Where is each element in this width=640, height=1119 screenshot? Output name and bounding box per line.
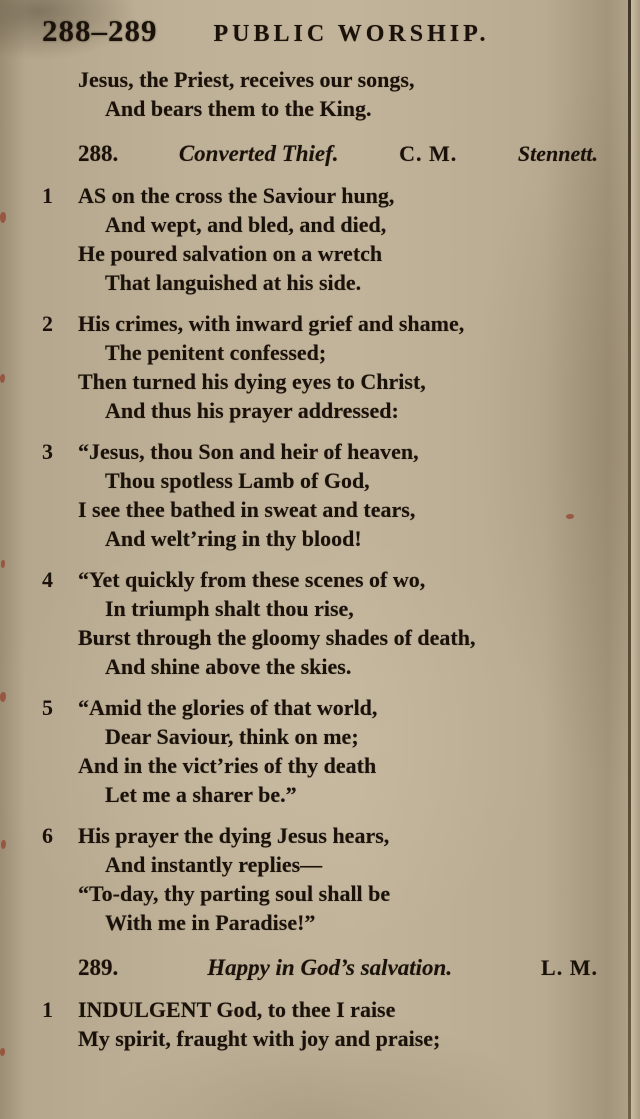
hymn-heading <box>40 955 606 981</box>
hymn-number: 288. <box>78 141 119 166</box>
verse-line: And bears them to the King. <box>105 96 372 121</box>
verse-line: And thus his prayer addressed: <box>105 398 399 423</box>
hymn-content <box>0 49 640 1053</box>
verse-line: Dear Saviour, think on me; <box>105 724 359 749</box>
verse-line: Then turned his dying eyes to Christ, <box>78 369 426 394</box>
verse-line: Let me a sharer be.” <box>105 782 297 807</box>
verse-number: 2 <box>42 311 53 336</box>
page-header <box>0 0 640 49</box>
running-title: PUBLIC WORSHIP. <box>213 21 490 47</box>
hymn-title: Converted Thief. <box>178 141 339 166</box>
verse-line: And instantly replies— <box>105 852 323 877</box>
stanza <box>40 995 606 1053</box>
stanza <box>40 565 606 681</box>
verse-number: 4 <box>42 567 53 592</box>
hymn-meter: L. M. <box>541 955 598 980</box>
verse-line: With me in Paradise!” <box>105 910 316 935</box>
verse-line: Thou spotless Lamb of God, <box>105 468 370 493</box>
verse-line: “Yet quickly from these scenes of wo, <box>78 567 426 592</box>
page-edge-line <box>628 0 631 1119</box>
hymn-title: Happy in God’s salvation. <box>207 955 453 980</box>
verse-line: And wept, and bled, and died, <box>105 212 387 237</box>
verse-line: AS on the cross the Saviour hung, <box>78 183 395 208</box>
stanza <box>40 437 606 553</box>
hymn-meter: C. M. <box>399 141 458 166</box>
verse-line: “Amid the glories of that world, <box>78 695 378 720</box>
paper-speck <box>0 1048 5 1056</box>
hymn-number: 289. <box>78 955 119 980</box>
stanza <box>40 693 606 809</box>
verse-line: His crimes, with inward grief and shame, <box>78 311 465 336</box>
verse-line: The penitent confessed; <box>105 340 327 365</box>
page-edge-strip <box>631 0 640 1119</box>
verse-line: And in the vict’ries of thy death <box>78 753 377 778</box>
verse-number: 6 <box>42 823 53 848</box>
verse-line: He poured salvation on a wretch <box>78 241 383 266</box>
verse-number: 5 <box>42 695 53 720</box>
verse-line: His prayer the dying Jesus hears, <box>78 823 390 848</box>
verse-line: In triumph shalt thou rise, <box>105 596 354 621</box>
stanza <box>40 65 606 123</box>
verse-line: My spirit, fraught with joy and praise; <box>78 1026 441 1051</box>
verse-line: “To-day, thy parting soul shall be <box>78 881 391 906</box>
verse-line: Jesus, the Priest, receives our songs, <box>78 67 415 92</box>
hymn-heading <box>40 141 606 167</box>
stanza <box>40 821 606 937</box>
verse-line: And shine above the skies. <box>105 654 352 679</box>
verse-number: 1 <box>42 997 53 1022</box>
verse-line: And welt’ring in thy blood! <box>105 526 362 551</box>
verse-line: I see thee bathed in sweat and tears, <box>78 497 416 522</box>
stanza <box>40 309 606 425</box>
verse-number: 1 <box>42 183 53 208</box>
verse-line: Burst through the gloomy shades of death, <box>78 625 476 650</box>
hymn-author: Stennett. <box>517 141 598 166</box>
verse-line: That languished at his side. <box>105 270 362 295</box>
page-numbers: 288–289 <box>42 13 158 48</box>
verse-number: 3 <box>42 439 53 464</box>
verse-line: INDULGENT God, to thee I raise <box>78 997 396 1022</box>
stanza <box>40 181 606 297</box>
verse-line: “Jesus, thou Son and heir of heaven, <box>78 439 419 464</box>
